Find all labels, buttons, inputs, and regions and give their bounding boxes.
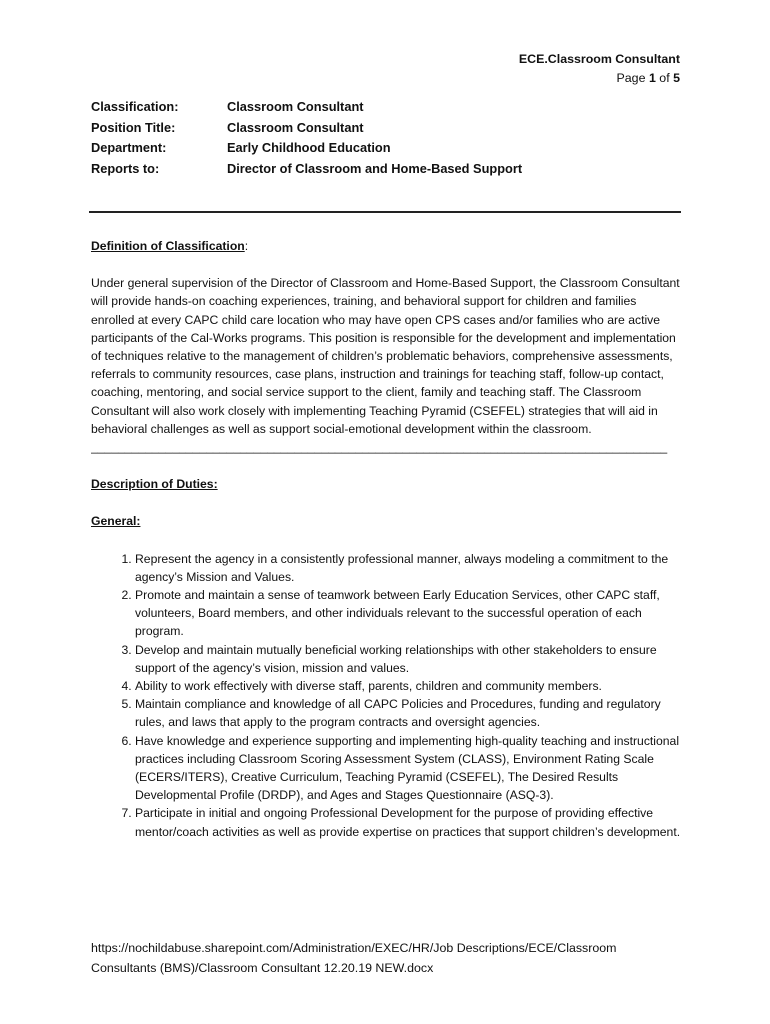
list-item: 7. Participate in initial and ongoing Professional Development for the purpose of providing effective mentor/coach activities as well as provide expertise on practices that support children’s development. — [135, 804, 683, 840]
page-number: 1 — [648, 71, 656, 85]
page-indicator — [519, 69, 680, 88]
info-value: Early Childhood Education — [227, 140, 391, 155]
page-total: 5 — [673, 71, 680, 85]
position-info — [91, 97, 522, 179]
info-label: Reports to: — [91, 160, 160, 176]
general-heading: General: — [91, 514, 141, 529]
horizontal-divider — [89, 211, 681, 213]
list-item: 6. Have knowledge and experience supporting and implementing high-quality teaching and instructional practices including Classroom Scoring Assessment System (CLASS), Environment Rating Scale (ECERS/ITERS), Creative Curriculum, Teaching Pyramid (CSEFEL), The Desired Results Developmental Profile (DRDP), and Ages and Stages Questionnaire (ASQ-3). — [135, 732, 683, 805]
definition-paragraph: Under general supervision of the Director of Classroom and Home-Based Support, the Classroom Consultant will provide hands-on coaching experiences, training, and behavioral support for children and families enrolled at every CAPC child care location who may have open CPS cases and/or families who are active participants of the Cal-Works programs. This position is responsible for the development and implementation of techniques relative to the management of children’s problematic behaviors, comprehensive assessments, referrals to community resources, case plans, instruction and trainings for teaching staff, follow-up contact, coaching, mentoring, and social service support to the client, family and teaching staff. The Classroom Consultant will also work closely with implementing Teaching Pyramid (CSEFEL) strategies that will aid in behavioral challenges as well as support social-emotional development within the classroom. — [91, 276, 680, 436]
document-body — [91, 237, 683, 841]
page-header — [519, 50, 680, 88]
info-row-reports-to — [91, 159, 522, 180]
info-value: Director of Classroom and Home-Based Support — [227, 160, 523, 176]
list-item: 4. Ability to work effectively with diverse staff, parents, children and community members. — [135, 677, 683, 695]
info-row-department — [91, 138, 522, 159]
info-row-classification — [91, 97, 522, 118]
definition-heading — [91, 237, 683, 255]
page-prefix: Page — [616, 71, 646, 85]
list-item: 3. Develop and maintain mutually beneficial working relationships with other stakeholders to ensure support of the agency’s vision, mission and values. — [135, 641, 683, 677]
definition-heading-colon: : — [244, 239, 249, 253]
duties-list — [91, 550, 683, 841]
info-value: Classroom Consultant — [227, 99, 364, 114]
footer-file-path: https://nochildabuse.sharepoint.com/Administration/EXEC/HR/Job Descriptions/ECE/Classroom Consultants (BMS)/Classroom Consultant 12.20.19 NEW.docx — [91, 941, 617, 975]
info-label: Position Title: — [91, 119, 176, 135]
list-item: 2. Promote and maintain a sense of teamwork between Early Education Services, other CAPC staff, volunteers, Board members, and other individuals relevant to the successful operation of each program. — [135, 586, 683, 641]
info-label: Department: — [91, 140, 167, 155]
definition-heading-text: Definition of Classification — [91, 239, 245, 253]
info-value: Classroom Consultant — [227, 119, 364, 135]
document-title: ECE.Classroom Consultant — [518, 52, 680, 66]
list-item: 1. Represent the agency in a consistently professional manner, always modeling a commitment to the agency’s Mission and Values. — [135, 550, 683, 586]
info-label: Classification: — [91, 99, 179, 114]
duties-heading: Description of Duties: — [91, 477, 218, 492]
page-of: of — [659, 71, 670, 85]
list-item: 5. Maintain compliance and knowledge of all CAPC Policies and Procedures, funding and regulatory rules, and laws that apply to the program contracts and oversight agencies. — [135, 695, 683, 731]
info-row-position-title — [91, 118, 522, 139]
underscore-divider: _____________________________________________________________________________________ — [91, 440, 668, 455]
